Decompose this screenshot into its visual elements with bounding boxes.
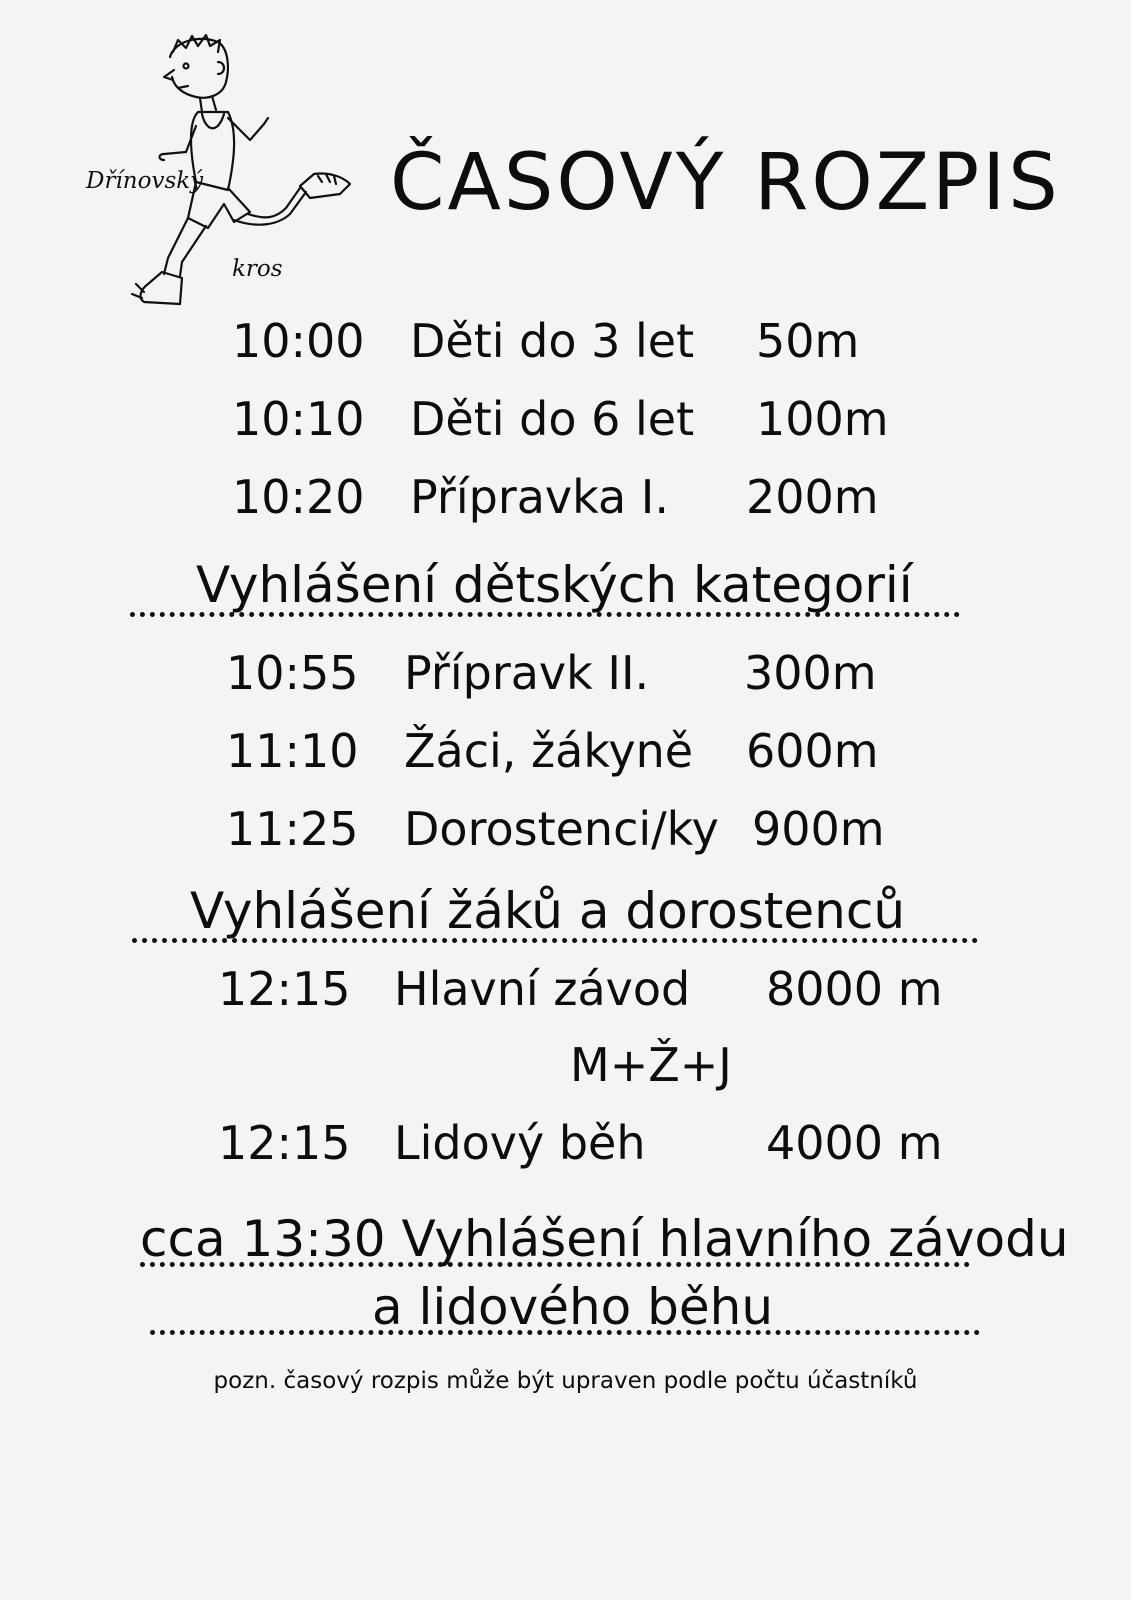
schedule-distance: 100m <box>756 392 889 446</box>
schedule-category: Děti do 3 let <box>410 314 695 368</box>
schedule-category: Dorostenci/ky <box>404 802 719 856</box>
schedule-time: 12:15 <box>218 1116 351 1170</box>
schedule-category: Přípravk II. <box>404 646 650 700</box>
schedule-time: 10:10 <box>232 392 365 446</box>
award-heading: Vyhlášení dětských kategorií <box>196 556 913 614</box>
logo-text-line1: Dřínovský <box>86 168 204 194</box>
schedule-distance: 300m <box>744 646 877 700</box>
schedule-category: Hlavní závod <box>394 962 691 1016</box>
dotted-divider <box>132 938 978 943</box>
schedule-distance: 4000 m <box>766 1116 943 1170</box>
award-heading: cca 13:30 Vyhlášení hlavního závodu <box>140 1210 1069 1268</box>
schedule-distance: 200m <box>746 470 879 524</box>
schedule-distance: 600m <box>746 724 879 778</box>
schedule-time: 12:15 <box>218 962 351 1016</box>
dotted-divider <box>150 1330 980 1335</box>
logo-text-line2: kros <box>232 256 283 282</box>
footnote: pozn. časový rozpis může být upraven podle počtu účastníků <box>213 1368 918 1394</box>
schedule-subnote: M+Ž+J <box>570 1038 732 1092</box>
dotted-divider <box>130 612 960 617</box>
schedule-time: 10:20 <box>232 470 365 524</box>
award-heading: Vyhlášení žáků a dorostenců <box>190 882 906 940</box>
page-title: ČASOVÝ ROZPIS <box>390 138 1061 228</box>
schedule-time: 11:25 <box>226 802 359 856</box>
logo <box>78 22 378 322</box>
schedule-distance: 8000 m <box>766 962 943 1016</box>
schedule-time: 11:10 <box>226 724 359 778</box>
schedule-category: Lidový běh <box>394 1116 646 1170</box>
award-heading-line2: a lidového běhu <box>372 1278 774 1336</box>
schedule-category: Přípravka I. <box>410 470 669 524</box>
schedule-distance: 900m <box>752 802 885 856</box>
schedule-category: Žáci, žákyně <box>404 724 694 778</box>
dotted-divider <box>140 1262 970 1267</box>
schedule-distance: 50m <box>756 314 860 368</box>
schedule-time: 10:00 <box>232 314 365 368</box>
schedule-time: 10:55 <box>226 646 359 700</box>
schedule-category: Děti do 6 let <box>410 392 695 446</box>
